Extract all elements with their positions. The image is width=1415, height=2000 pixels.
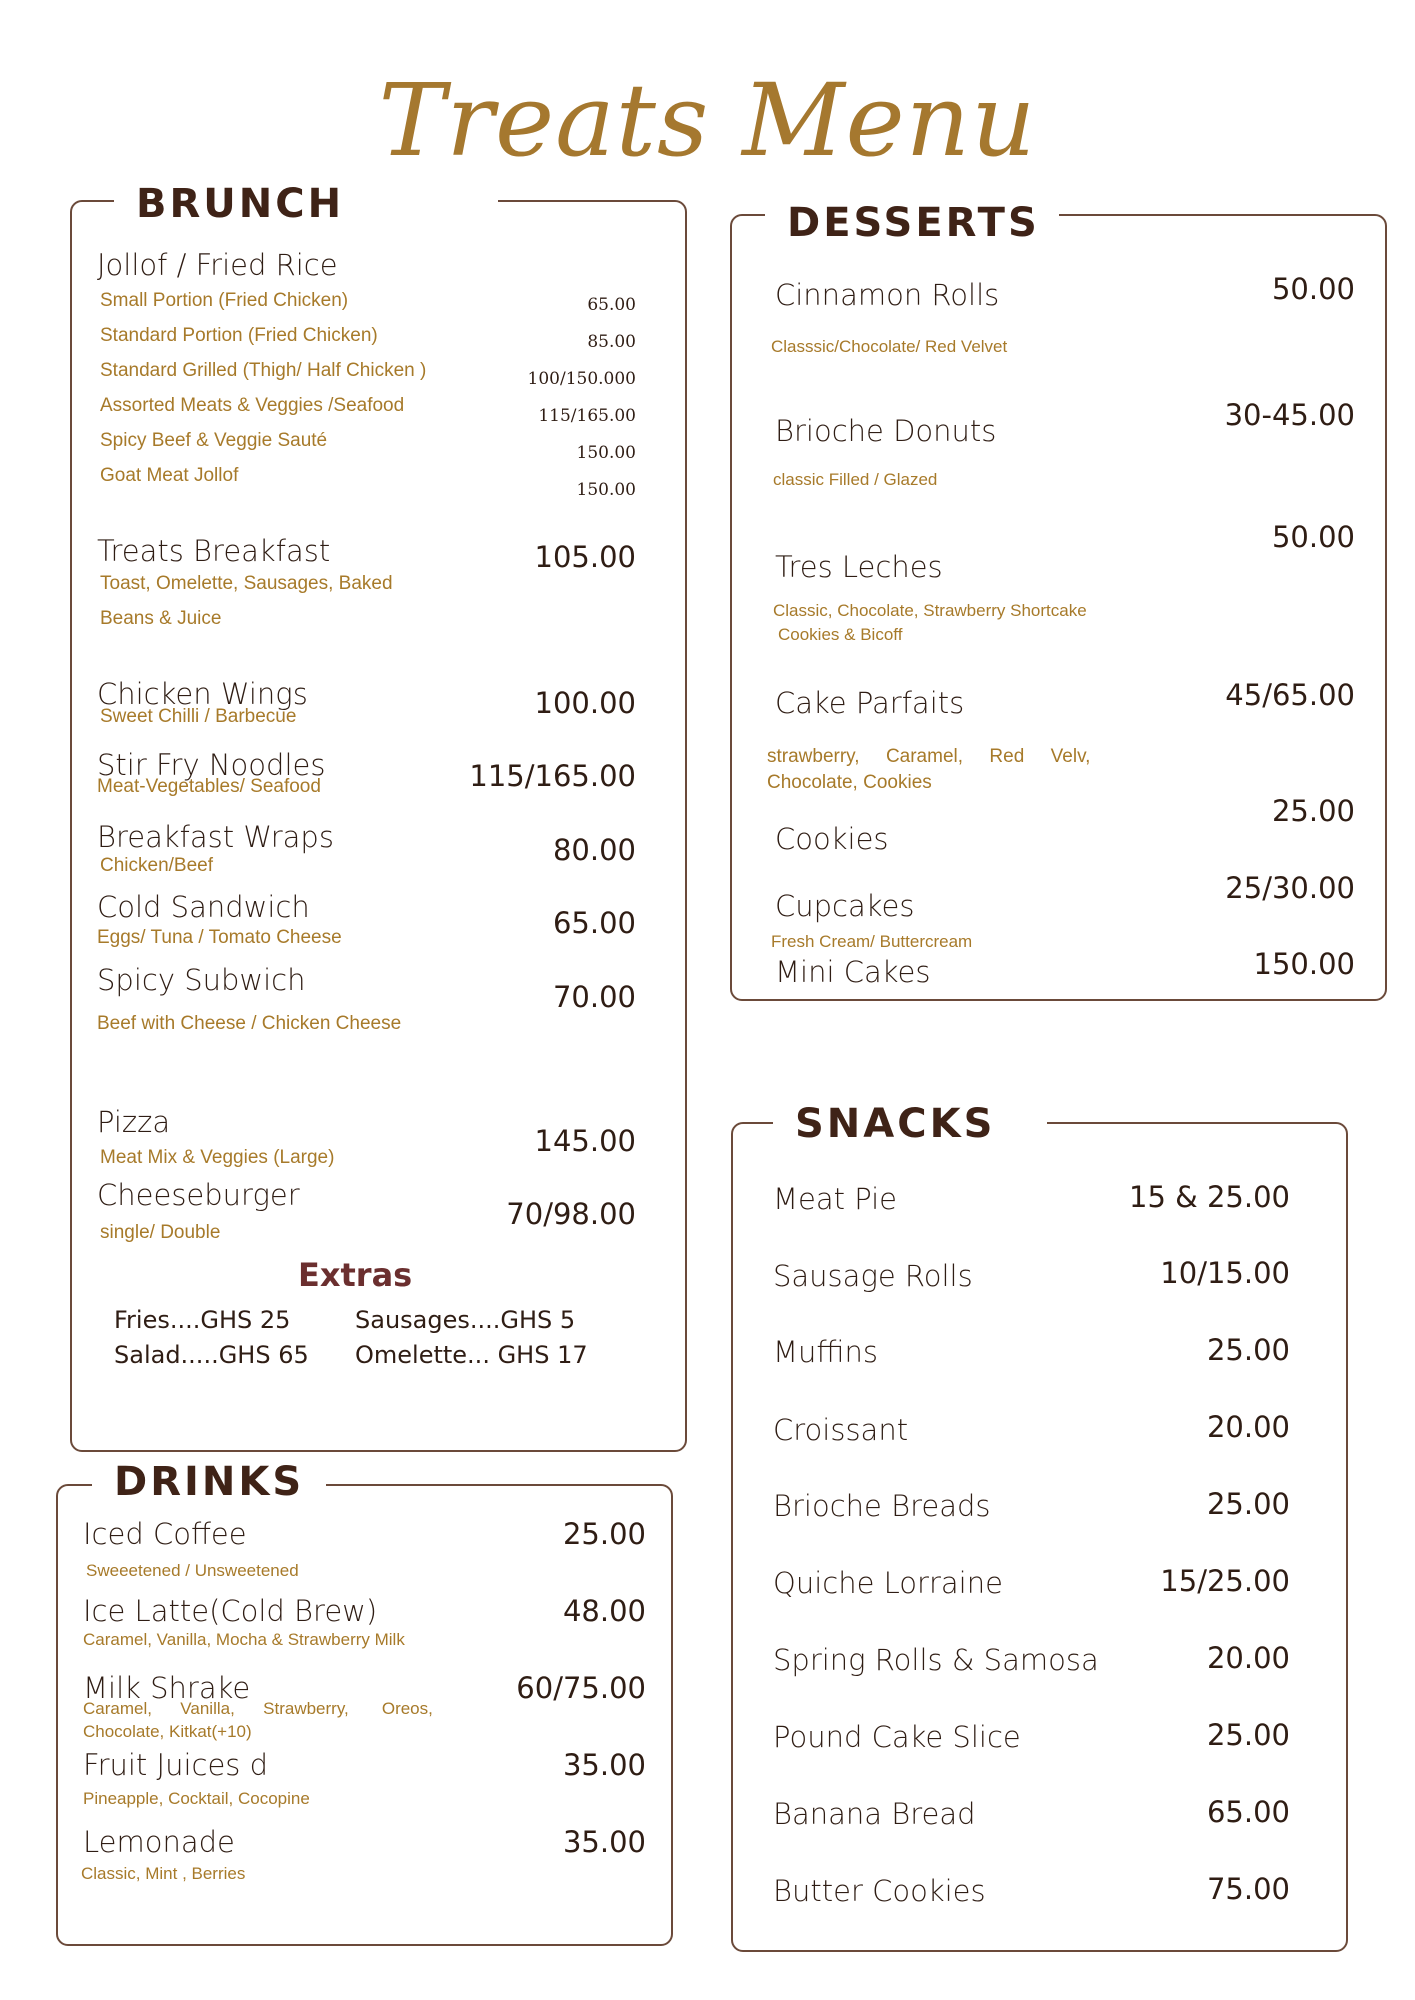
menu-item-name: Meat Pie [773,1182,897,1216]
menu-item-desc: Meat-Vegetables/ Seafood [97,776,321,797]
extra-item: Omelette... GHS 17 [355,1341,588,1369]
menu-item-price: 20.00 [1206,1641,1290,1675]
menu-item-price: 70/98.00 [506,1197,636,1231]
menu-item-price: 25.00 [562,1517,646,1551]
menu-item-price: 20.00 [1206,1410,1290,1444]
menu-item-price: 115/165.00 [469,759,636,793]
menu-item-desc: strawberry, Caramel, Red Velv, [767,746,1091,767]
jollof-option-price: 115/165.00 [538,406,636,426]
menu-item-name: Sausage Rolls [773,1259,973,1293]
menu-item-price: 10/15.00 [1160,1256,1290,1290]
menu-item-name: Spicy Subwich [97,963,306,997]
extra-item: Fries....GHS 25 [114,1306,291,1334]
menu-item-name: Lemonade [83,1825,235,1859]
jollof-option-price: 100/150.000 [527,369,636,389]
menu-item-price: 25.00 [1271,794,1355,828]
menu-title: Treats Menu [378,62,1037,179]
menu-item-price: 75.00 [1206,1872,1290,1906]
menu-item-desc: Sweet Chilli / Barbecue [100,706,297,727]
menu-item-desc: Classsic/Chocolate/ Red Velvet [771,337,1008,356]
menu-item-name: Quiche Lorraine [773,1566,1003,1600]
menu-item-name: Cupcakes [775,889,915,923]
menu-item-name: Cookies [775,822,889,856]
menu-item-desc: Sweeetened / Unsweetened [86,1561,299,1580]
jollof-option-label: Assorted Meats & Veggies /Seafood [100,395,405,416]
menu-item-price: 45/65.00 [1225,678,1355,712]
extra-item: Sausages....GHS 5 [355,1306,576,1334]
menu-item-desc: Classic, Chocolate, Strawberry Shortcake [773,601,1087,620]
brunch-heading: BRUNCH [114,180,498,228]
menu-item-name: Chicken Wings [97,677,308,711]
menu-item-price: 15 & 25.00 [1129,1180,1290,1214]
desserts-heading: DESSERTS [765,199,1059,247]
menu-item-desc: Pineapple, Cocktail, Cocopine [83,1789,310,1808]
menu-item-name: Muffins [773,1335,878,1369]
menu-item-desc: Chicken/Beef [100,855,214,876]
menu-item-desc: Classic, Mint , Berries [81,1864,246,1883]
menu-item-desc: classic Filled / Glazed [773,470,938,489]
menu-item-price: 70.00 [552,980,636,1014]
menu-item-name: Butter Cookies [773,1874,986,1908]
menu-item-name: Iced Coffee [83,1517,247,1551]
menu-item-price: 35.00 [562,1748,646,1782]
menu-item-price: 30-45.00 [1224,398,1355,432]
menu-item-price: 35.00 [562,1825,646,1859]
menu-item-name: Brioche Breads [773,1489,991,1523]
menu-item-price: 48.00 [562,1594,646,1628]
menu-item-price: 25.00 [1206,1487,1290,1521]
menu-item-price: 15/25.00 [1160,1564,1290,1598]
menu-item-name: Brioche Donuts [775,414,997,448]
menu-item-desc: Caramel, Vanilla, Mocha & Strawberry Milk [83,1630,405,1649]
jollof-option-label: Small Portion (Fried Chicken) [100,290,349,311]
menu-item-name: Mini Cakes [775,955,931,989]
menu-item-name: Banana Bread [773,1797,976,1831]
menu-item-price: 60/75.00 [516,1671,646,1705]
menu-item-price: 25/30.00 [1225,871,1355,905]
menu-item-name: Cheeseburger [97,1178,300,1212]
menu-item-name: Treats Breakfast [97,534,331,568]
jollof-option-label: Standard Grilled (Thigh/ Half Chicken ) [100,360,427,381]
menu-item-price: 105.00 [534,540,636,574]
menu-item-desc: Meat Mix & Veggies (Large) [100,1147,335,1168]
menu-item-price: 50.00 [1271,520,1355,554]
menu-item-price: 100.00 [534,686,636,720]
jollof-option-price: 150.00 [576,480,636,500]
menu-item-price: 145.00 [534,1124,636,1158]
menu-item-name: Cold Sandwich [97,890,310,924]
menu-item-name: Croissant [773,1413,909,1447]
jollof-option-price: 65.00 [587,295,636,315]
menu-item-name: Tres Leches [775,550,943,584]
menu-item-price: 150.00 [1253,947,1355,981]
menu-item-price: 65.00 [552,906,636,940]
menu-item-price: 65.00 [1206,1795,1290,1829]
menu-item-desc: Fresh Cream/ Buttercream [771,932,973,951]
jollof-option-label: Standard Portion (Fried Chicken) [100,325,378,346]
menu-item-desc: Caramel, Vanilla, Strawberry, Oreos, [83,1699,433,1718]
menu-item-name: Ice Latte(Cold Brew) [83,1594,378,1628]
menu-item-desc: Chocolate, Kitkat(+10) [83,1722,252,1741]
menu-item-name: Fruit Juices d [83,1748,269,1782]
extra-item: Salad.....GHS 65 [114,1341,309,1369]
menu-item-price: 25.00 [1206,1333,1290,1367]
menu-item-name: Cinnamon Rolls [775,278,1000,312]
menu-item-desc: Eggs/ Tuna / Tomato Cheese [97,927,342,948]
jollof-option-price: 150.00 [576,443,636,463]
jollof-option-price: 85.00 [587,332,636,352]
extras-title: Extras [298,1256,413,1294]
drinks-heading: DRINKS [92,1458,326,1506]
menu-item-price: 80.00 [552,833,636,867]
menu-item-price: 25.00 [1206,1718,1290,1752]
jollof-option-label: Goat Meat Jollof [100,465,239,486]
menu-item-desc: Beans & Juice [100,608,222,629]
menu-item-price: 50.00 [1271,272,1355,306]
menu-item-desc: Chocolate, Cookies [767,772,932,793]
jollof-option-label: Spicy Beef & Veggie Sauté [100,430,328,451]
menu-item-name: Spring Rolls & Samosa [773,1643,1099,1677]
menu-item-name: Pizza [97,1105,171,1139]
menu-item-name: Breakfast Wraps [97,820,334,854]
menu-item-name: Cake Parfaits [775,686,965,720]
menu-item-desc: Toast, Omelette, Sausages, Baked [100,573,393,594]
menu-item-desc: Beef with Cheese / Chicken Cheese [97,1013,402,1034]
menu-item-name: Milk Shrake [83,1671,251,1705]
menu-item-name: Pound Cake Slice [773,1720,1021,1754]
menu-item-desc: single/ Double [100,1222,221,1243]
jollof-name: Jollof / Fried Rice [97,248,338,282]
menu-item-name: Stir Fry Noodles [97,748,326,782]
menu-item-desc: Cookies & Bicoff [778,625,903,644]
snacks-heading: SNACKS [773,1100,1047,1148]
